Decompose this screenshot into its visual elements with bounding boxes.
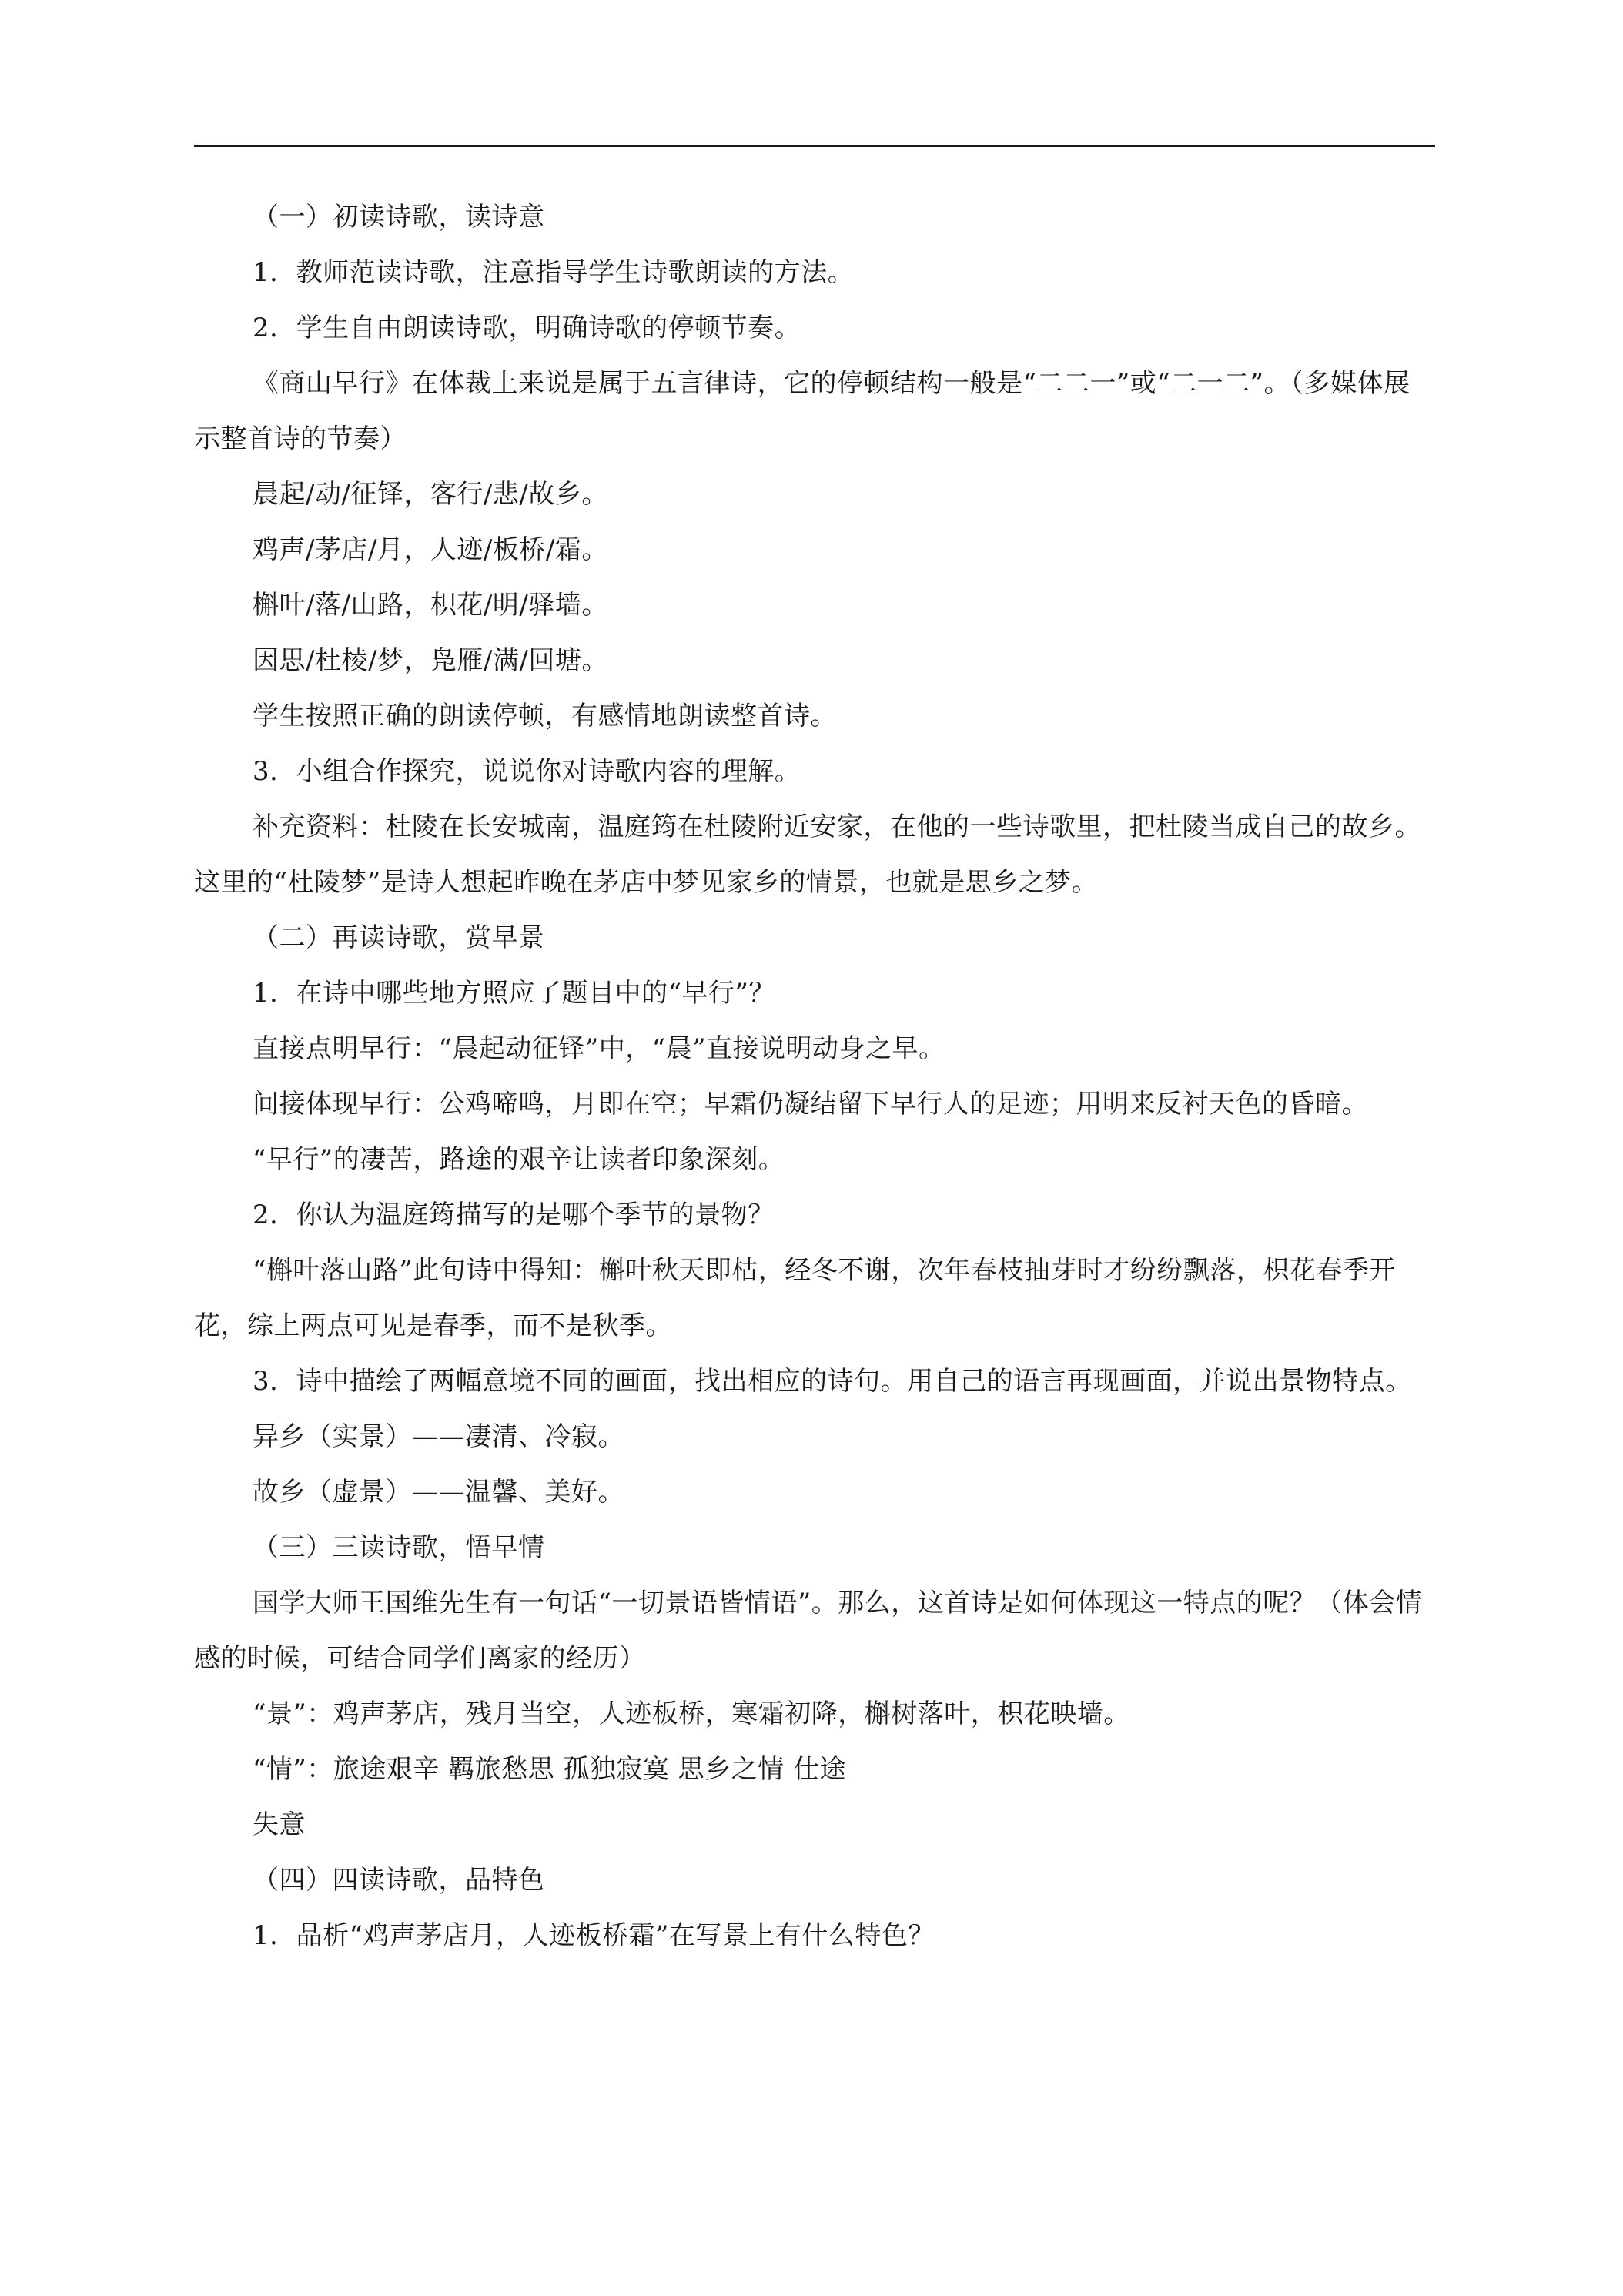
paragraph: 《商山早行》在体裁上来说是属于五言律诗，它的停顿结构一般是“二二一”或“二一二”。（多媒体展示整首诗的节奏） xyxy=(194,368,1411,454)
poem-line: 晨起/动/征铎，客行/悲/故乡。 xyxy=(253,479,608,510)
section-heading-1: （一）初读诗歌，读诗意 xyxy=(253,202,545,233)
paragraph: 1．教师范读诗歌，注意指导学生诗歌朗读的方法。 xyxy=(253,257,855,288)
section-heading-3: （三）三读诗歌，悟早情 xyxy=(253,1532,545,1563)
paragraph: 1．品析“鸡声茅店月，人迹板桥霜”在写景上有什么特色？ xyxy=(253,1920,935,1951)
paragraph: 国学大师王国维先生有一句话“一切景语皆情语”。那么，这首诗是如何体现这一特点的呢？（体会情感的时候，可结合同学们离家的经历） xyxy=(194,1588,1423,1674)
paragraph: 补充资料：杜陵在长安城南，温庭筠在杜陵附近安家，在他的一些诗歌里，把杜陵当成自己的故乡。这里的“杜陵梦”是诗人想起昨晚在茅店中梦见家乡的情景，也就是思乡之梦。 xyxy=(194,812,1421,898)
paragraph: 3．诗中描绘了两幅意境不同的画面，找出相应的诗句。用自己的语言再现画面，并说出景物特点。 xyxy=(253,1366,1412,1397)
paragraph: “槲叶落山路”此句诗中得知：槲叶秋天即枯，经冬不谢，次年春枝抽芽时才纷纷飘落，枳花春季开花，综上两点可见是春季，而不是秋季。 xyxy=(194,1255,1396,1341)
poem-line: 因思/杜棱/梦，凫雁/满/回塘。 xyxy=(253,645,608,676)
paragraph: “景”：鸡声茅店，残月当空，人迹板桥，寒霜初降，槲树落叶，枳花映墙。 xyxy=(253,1699,1130,1729)
paragraph: “早行”的凄苦，路途的艰辛让读者印象深刻。 xyxy=(253,1144,785,1175)
paragraph: 故乡（虚景）——温馨、美好。 xyxy=(253,1477,624,1508)
paragraph: 2．你认为温庭筠描写的是哪个季节的景物？ xyxy=(253,1200,775,1230)
document-body xyxy=(194,189,1435,1963)
paragraph: “情”：旅途艰辛 羁旅愁思 孤独寂寞 思乡之情 仕途 xyxy=(253,1754,846,1785)
header-rule xyxy=(194,145,1435,147)
paragraph: 学生按照正确的朗读停顿，有感情地朗读整首诗。 xyxy=(253,701,837,731)
paragraph: 间接体现早行：公鸡啼鸣，月即在空；早霜仍凝结留下早行人的足迹；用明来反衬天色的昏暗。 xyxy=(253,1089,1368,1120)
poem-line: 鸡声/茅店/月，人迹/板桥/霜。 xyxy=(253,534,608,565)
paragraph: 3．小组合作探究，说说你对诗歌内容的理解。 xyxy=(253,756,801,787)
section-heading-2: （二）再读诗歌，赏早景 xyxy=(253,922,545,953)
paragraph: 1．在诗中哪些地方照应了题目中的“早行”？ xyxy=(253,978,775,1009)
poem-line: 槲叶/落/山路，枳花/明/驿墙。 xyxy=(253,590,608,621)
paragraph: 失意 xyxy=(253,1809,306,1840)
paragraph: 直接点明早行：“晨起动征铎”中，“晨”直接说明动身之早。 xyxy=(253,1033,945,1064)
paragraph: 异乡（实景）——凄清、冷寂。 xyxy=(253,1421,624,1452)
paragraph: 2．学生自由朗读诗歌，明确诗歌的停顿节奏。 xyxy=(253,313,801,343)
section-heading-4: （四）四读诗歌，品特色 xyxy=(253,1865,545,1896)
